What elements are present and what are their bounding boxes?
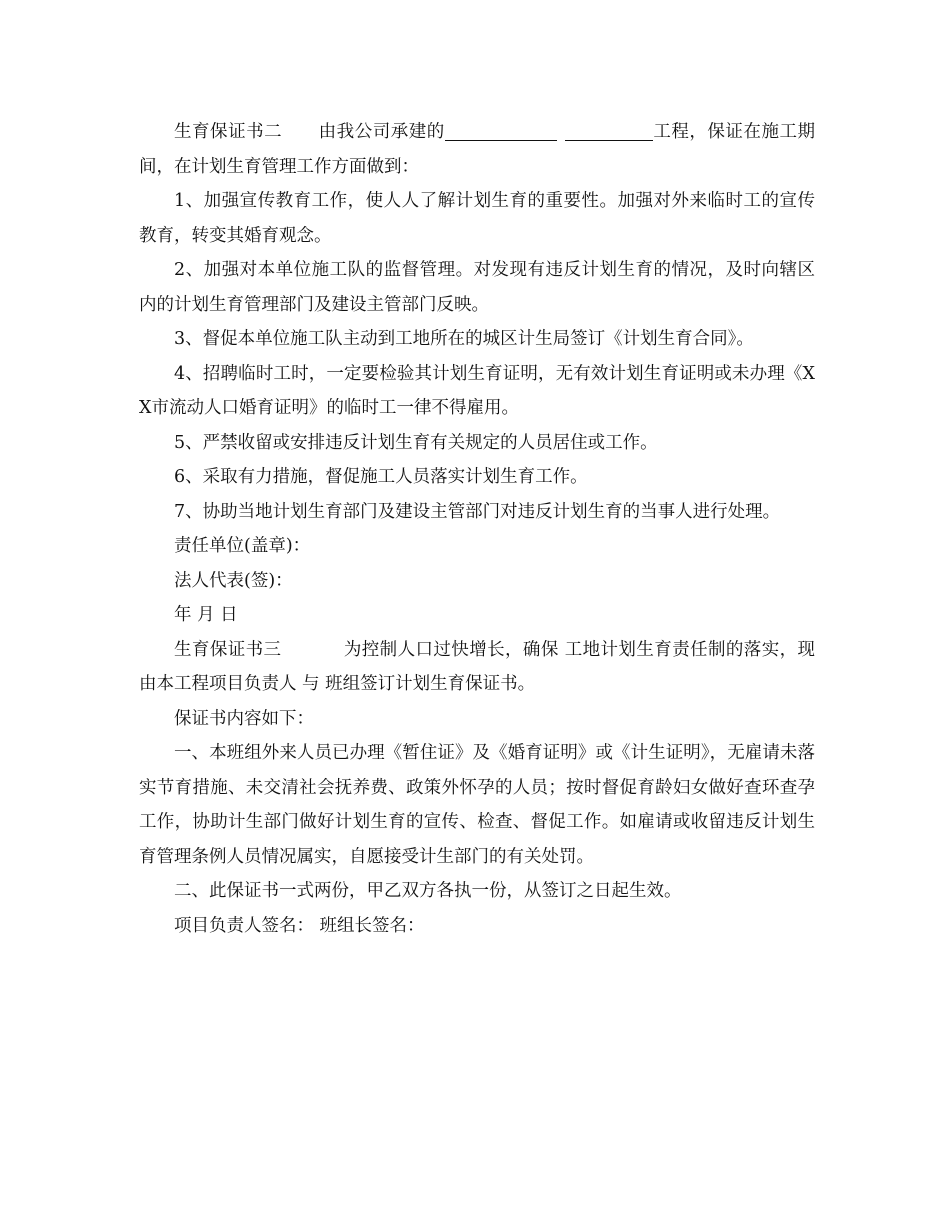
item-6: 6、采取有力措施，督促施工人员落实计划生育工作。 — [174, 467, 588, 487]
guarantee-three-intro — [139, 633, 815, 702]
guarantee-two-title: 生育保证书二 — [174, 122, 283, 142]
guarantee-three-title: 生育保证书三 — [174, 639, 282, 660]
clause-two: 二、此保证书一式两份，甲乙双方各执一份，从签订之日起生效。 — [174, 881, 682, 901]
project-blank-1 — [445, 118, 557, 141]
item-2: 2、加强对本单位施工队的监督管理。对发现有违反计划生育的情况，及时向辖区内的计划生育管理部门及建设主管部门反映。 — [139, 260, 815, 315]
legal-representative-line: 法人代表(签)： — [174, 570, 293, 591]
clause-one: 一、本班组外来人员已办理《暂住证》及《婚育证明》或《计生证明》，无雇请未落实节育措施、未交清社会抚养费、政策外怀孕的人员；按时督促育龄妇女做好查环查孕工作，协助计生部门做好计划生育的宣传、检查、督促工作。如雇请或收留违反计划生育管理条例人员情况属实，自愿接受计生部门的有关处罚。 — [139, 743, 815, 867]
project-blank-2 — [565, 118, 653, 141]
item-3: 3、督促本单位施工队主动到工地所在的城区计生局签订《计划生育合同》。 — [174, 329, 754, 349]
document-page — [139, 115, 815, 943]
item-4: 4、招聘临时工时，一定要检验其计划生育证明，无有效计划生育证明或未办理《XX市流动人口婚育证明》的临时工一律不得雇用。 — [139, 363, 815, 418]
intro-text-a: 由我公司承建的 — [318, 122, 445, 142]
item-5: 5、严禁收留或安排违反计划生育有关规定的人员居住或工作。 — [174, 432, 658, 453]
intro-text-b: 工程，保证在施工期间，在计划生育管理工作方面做到： — [139, 122, 816, 177]
content-label: 保证书内容如下： — [174, 708, 314, 729]
item-1: 1、加强宣传教育工作，使人人了解计划生育的重要性。加强对外来临时工的宣传教育，转变其婚育观念。 — [139, 191, 815, 246]
guarantee-three-text: 为控制人口过快增长，确保 工地计划生育责任制的落实，现由本工程项目负责人 与 班组签订计划生育保证书。 — [139, 639, 816, 694]
signature-line: 项目负责人签名： 班组长签名： — [174, 915, 425, 936]
date-line: 年 月 日 — [174, 605, 238, 625]
item-7: 7、协助当地计划生育部门及建设主管部门对违反计划生育的当事人进行处理。 — [174, 501, 781, 522]
responsible-unit-line: 责任单位(盖章)： — [174, 536, 311, 556]
guarantee-two-intro — [139, 115, 815, 184]
